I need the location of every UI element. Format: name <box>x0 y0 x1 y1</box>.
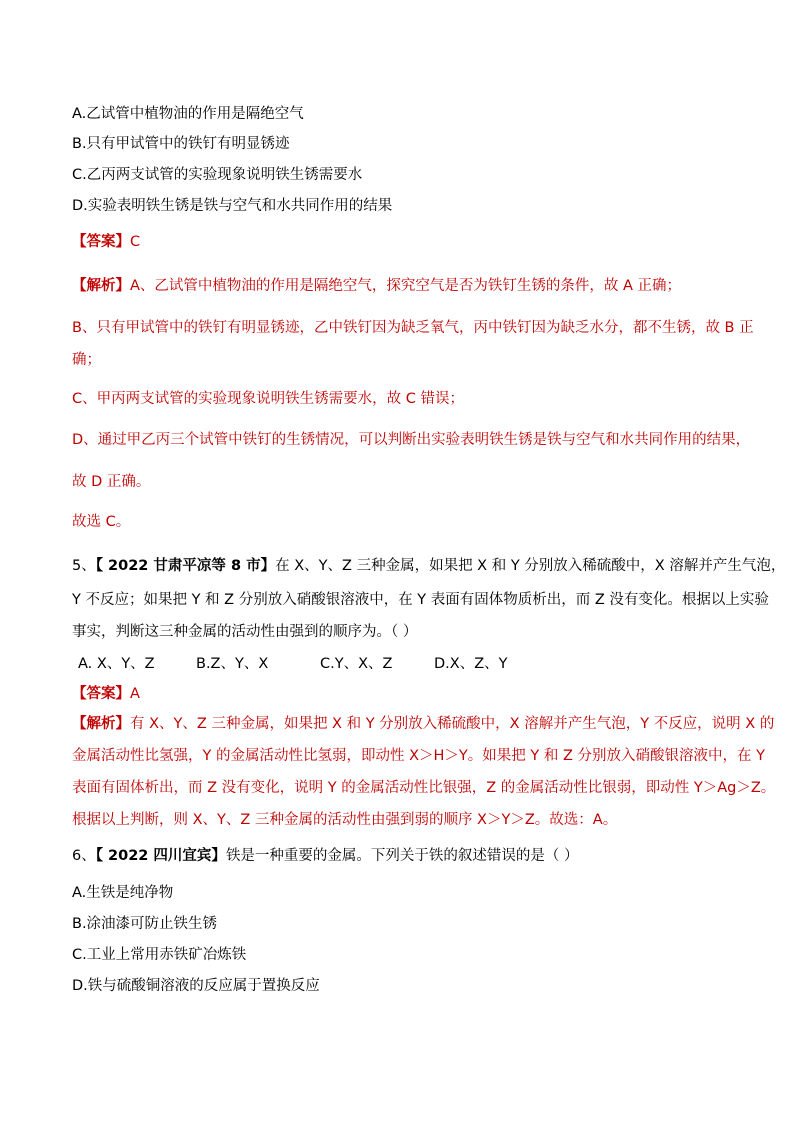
q6-option-c: C.工业上常用赤铁矿冶炼铁 <box>72 947 247 963</box>
q5-answer <box>72 684 140 704</box>
q4-option-a: A.乙试管中植物油的作用是隔绝空气 <box>72 106 304 122</box>
q5-stem-line-3: 事实，判断这三种金属的活动性由强到的顺序为。（ ） <box>72 624 418 640</box>
q6-stem-line <box>72 846 579 866</box>
q6-option-a: A.生铁是纯净物 <box>72 885 174 901</box>
q4-analysis-text-1: A、乙试管中植物油的作用是隔绝空气，探究空气是否为铁钉生锈的条件，故 A 正确； <box>130 278 682 294</box>
q5-source: 【 2022 甘肃平凉等 8 市】 <box>95 558 276 574</box>
q5-analysis-text-1: 有 X、Y、Z 三种金属，如果把 X 和 Y 分别放入稀硫酸中，X 溶解并产生气泡，Y 不反应，说明 X 的 <box>130 716 775 732</box>
q4-option-c: C.乙丙两支试管的实验现象说明铁生锈需要水 <box>72 167 363 183</box>
q4-option-d: D.实验表明铁生锈是铁与空气和水共同作用的结果 <box>72 198 393 214</box>
q4-analysis-line-6: 故 D 正确。 <box>72 474 151 490</box>
q4-answer-tag: 【答案】 <box>72 234 130 250</box>
q5-analysis-line-4: 根据以上判断，则 X、Y、Z 三种金属的活动性由强到弱的顺序 X＞Y＞Z。故选：A。 <box>72 812 618 828</box>
q4-analysis-tag: 【解析】 <box>72 278 130 294</box>
q5-options-row <box>78 654 508 674</box>
q5-analysis-line-3: 表面有固体析出，而 Z 没有变化，说明 Y 的金属活动性比银强，Z 的金属活动性比银弱，即动性 Y＞Ag＞Z。 <box>72 780 776 796</box>
q4-analysis-line-5: D、通过甲乙丙三个试管中铁钉的生锈情况，可以判断出实验表明铁生锈是铁与空气和水共同作用的结果， <box>72 432 751 448</box>
q4-analysis-line-1 <box>72 276 681 296</box>
q5-option-a: A. X、Y、Z <box>78 656 155 672</box>
q5-analysis-line-2: 金属活动性比氢强，Y 的金属活动性比氢弱，即动性 X＞H＞Y。如果把 Y 和 Z 分别放入硝酸银溶液中，在 Y <box>72 748 765 764</box>
q5-stem-line-2: Y 不反应；如果把 Y 和 Z 分别放入硝酸银溶液中，在 Y 表面有固体物质析出，而 Z 没有变化。根据以上实验 <box>72 592 769 608</box>
q5-option-b: B.Z、Y、X <box>196 656 269 672</box>
q5-analysis-tag: 【解析】 <box>72 716 130 732</box>
q5-answer-value: A <box>130 686 140 702</box>
q6-stem-text: 铁是一种重要的金属。下列关于铁的叙述错误的是（ ） <box>225 848 579 864</box>
q5-option-c: C.Y、X、Z <box>320 656 393 672</box>
q4-analysis-line-4: C、甲丙两支试管的实验现象说明铁生锈需要水，故 C 错误； <box>72 391 464 407</box>
q6-number: 6、 <box>72 848 96 864</box>
q4-option-b: B.只有甲试管中的铁钉有明显锈迹 <box>72 136 290 152</box>
q6-option-b: B.涂油漆可防止铁生锈 <box>72 916 218 932</box>
q6-option-d: D.铁与硫酸铜溶液的反应属于置换反应 <box>72 978 320 994</box>
q5-option-d: D.X、Z、Y <box>434 656 508 672</box>
q4-analysis-line-7: 故选 C。 <box>72 514 131 530</box>
q5-stem-text-1: 在 X、Y、Z 三种金属，如果把 X 和 Y 分别放入稀硫酸中，X 溶解并产生气泡， <box>275 558 786 574</box>
q5-answer-tag: 【答案】 <box>72 686 130 702</box>
q4-answer <box>72 232 140 252</box>
q5-analysis-line-1 <box>72 714 774 734</box>
q4-analysis-line-3: 确； <box>72 352 101 368</box>
q5-stem-line-1 <box>72 556 785 576</box>
q6-source: 【 2022 四川宜宾】 <box>95 848 226 864</box>
q5-number: 5、 <box>72 558 96 574</box>
q4-answer-value: C <box>130 234 141 250</box>
q4-analysis-line-2: B、只有甲试管中的铁钉有明显锈迹，乙中铁钉因为缺乏氧气，丙中铁钉因为缺乏水分，都不生锈，故 B 正 <box>72 320 754 336</box>
